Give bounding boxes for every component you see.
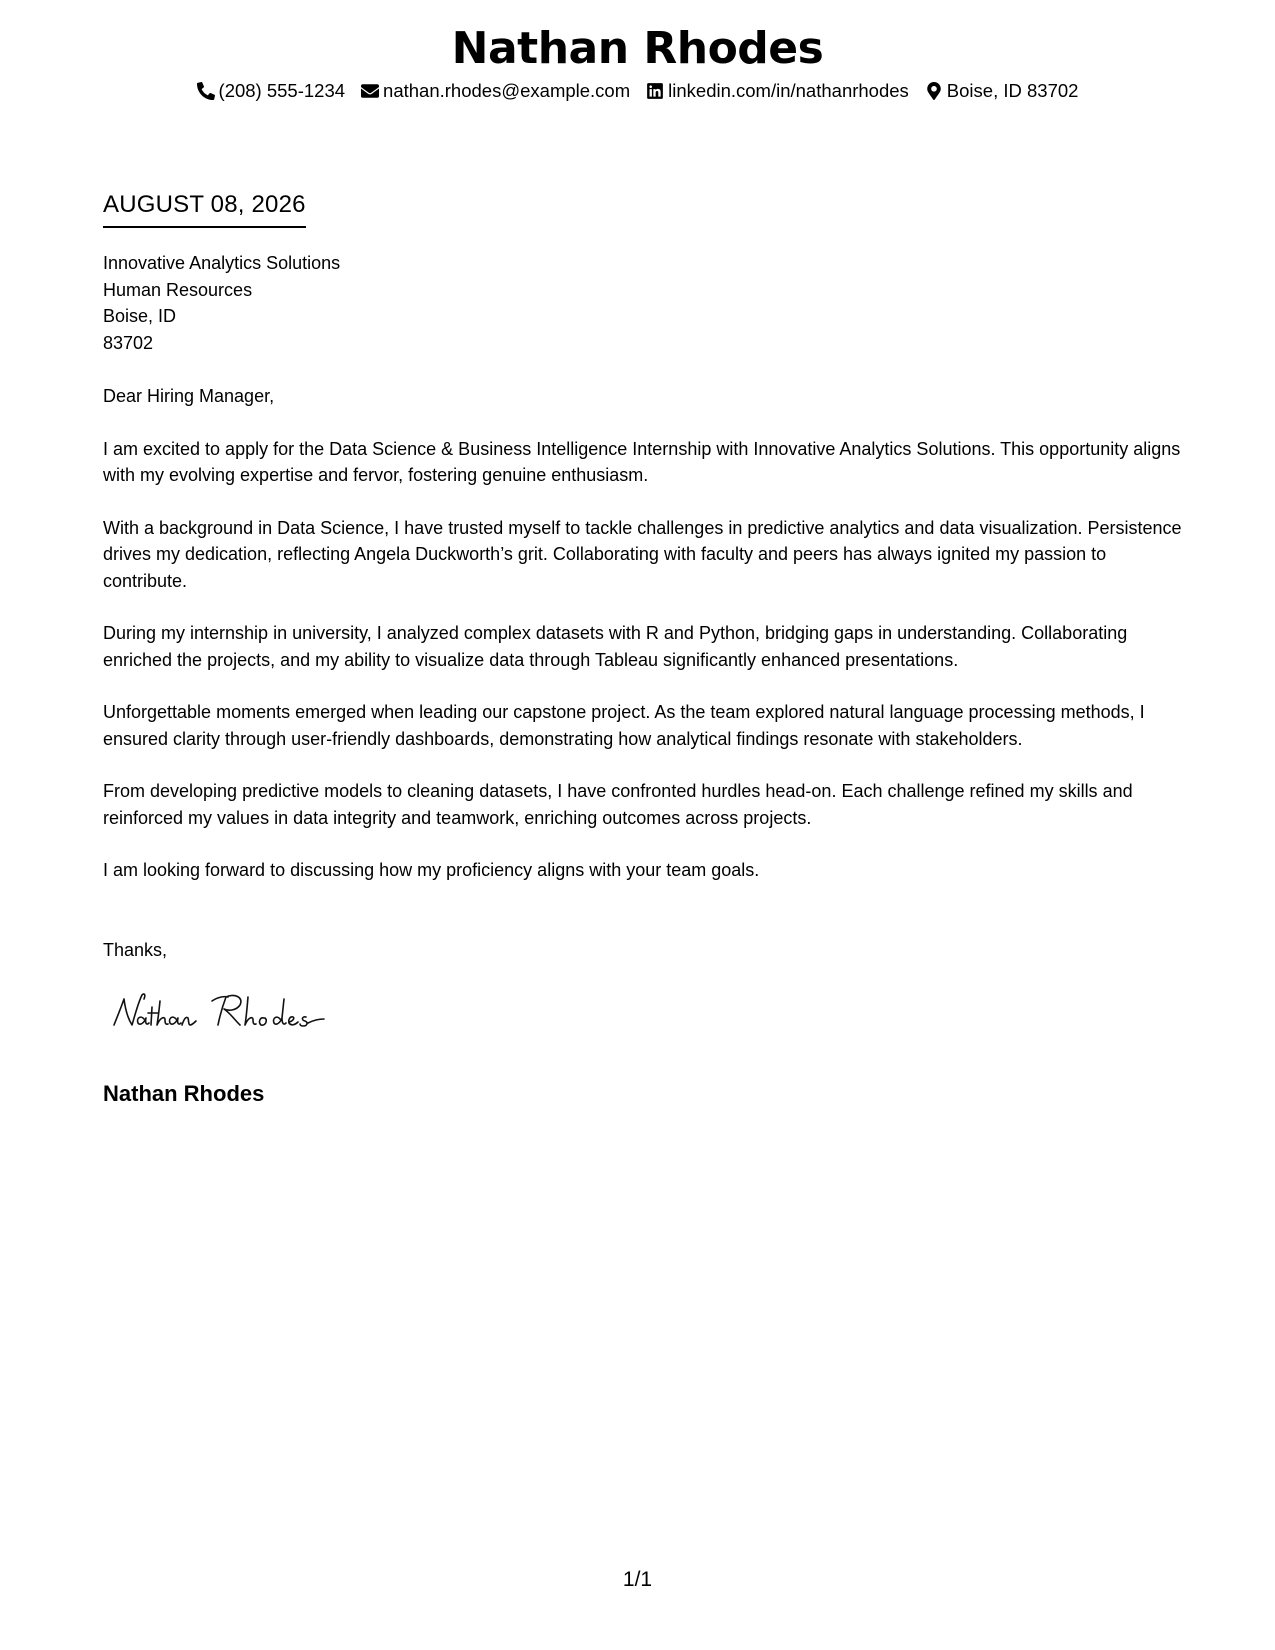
contact-email[interactable]	[361, 79, 630, 103]
salutation: Dear Hiring Manager,	[103, 386, 275, 406]
phone-icon	[197, 82, 215, 100]
body-paragraph: During my internship in university, I analyzed complex datasets with R and Python, bridging gaps in understanding. Collaborating enriched the projects, and my ability to visualize data through Tableau significantly enhanced presentations.	[103, 623, 1128, 670]
recipient-address	[103, 250, 340, 356]
applicant-name-heading: Nathan Rhodes	[451, 23, 824, 74]
closing-line: Thanks,	[103, 940, 168, 960]
recipient-zip: 83702	[103, 332, 154, 353]
recipient-company: Innovative Analytics Solutions	[103, 253, 341, 273]
contact-linkedin[interactable]	[646, 79, 909, 103]
contact-phone	[197, 79, 346, 103]
map-marker-icon	[925, 82, 943, 100]
body-paragraph: Unforgettable moments emerged when leading our capstone project. As the team explored natural language processing methods, I ensured clarity through user-friendly dashboards, demonstrating how analytical findings resonate with stakeholders.	[103, 702, 1145, 749]
signer-name: Nathan Rhodes	[103, 1081, 265, 1106]
letter-date: AUGUST 08, 2026	[103, 190, 306, 228]
contact-location	[925, 79, 1079, 103]
recipient-city-state: Boise, ID	[103, 306, 177, 326]
body-paragraph: I am excited to apply for the Data Science & Business Intelligence Internship with Innovative Analytics Solutions. This opportunity aligns with my evolving expertise and fervor, fostering genuine enthusiasm.	[103, 438, 1181, 485]
recipient-department: Human Resources	[103, 279, 253, 300]
page-number: 1/1	[622, 1568, 653, 1591]
body-paragraph: With a background in Data Science, I have trusted myself to tackle challenges in predictive analytics and data visualization. Persistence drives my dedication, reflecting Angela Duckworth’s grit. Collaborating with faculty and peers has always ignited my passion to contribute.	[103, 517, 1182, 591]
handwritten-signature	[108, 985, 358, 1045]
letter-body	[103, 383, 1183, 910]
envelope-icon	[361, 82, 379, 100]
contact-location-text: Boise, ID 83702	[946, 80, 1079, 101]
body-paragraph: From developing predictive models to cleaning datasets, I have confronted hurdles head-on. Each challenge refined my skills and reinforced my values in data integrity and teamwork, enriching outcomes across projects.	[103, 781, 1133, 828]
contact-linkedin-text: linkedin.com/in/nathanrhodes	[668, 80, 909, 101]
linkedin-icon	[646, 82, 664, 100]
body-paragraph: I am looking forward to discussing how my proficiency aligns with your team goals.	[103, 860, 760, 880]
contact-phone-text: (208) 555-1234	[218, 80, 346, 101]
contact-email-text: nathan.rhodes@example.com	[383, 80, 631, 101]
contact-info-row	[0, 79, 1275, 103]
